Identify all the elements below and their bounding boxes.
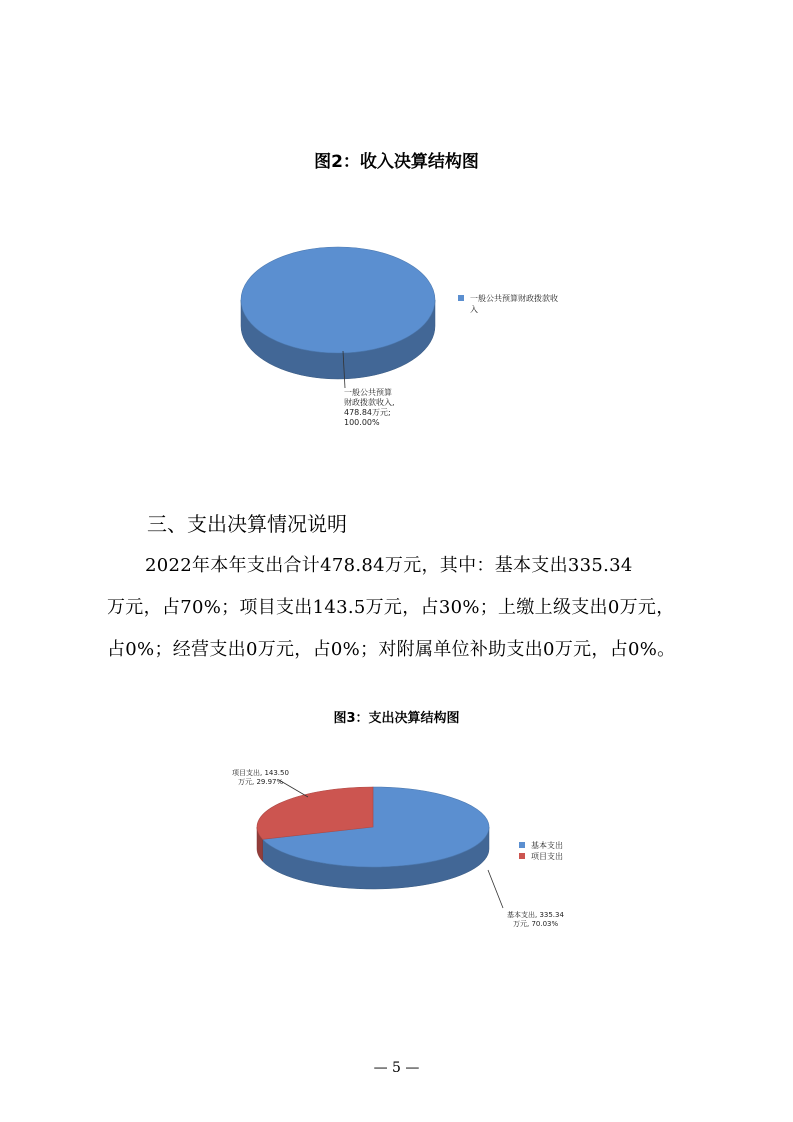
data-label-line: 万元, 70.03% <box>513 920 559 928</box>
paragraph-line: 2022年本年支出合计478.84万元，其中：基本支出335.34 <box>145 555 633 576</box>
income-pie-chart <box>235 245 445 390</box>
legend-item <box>519 851 563 862</box>
data-label-line: 项目支出, 143.50 <box>232 769 289 777</box>
data-label-line: 万元, 29.97% <box>238 778 284 786</box>
pie-slice-一般公共预算财政拨款收入 <box>241 247 435 353</box>
project-data-label <box>232 769 289 787</box>
legend-marker <box>519 853 525 859</box>
page-number: — 5 — <box>373 1060 420 1076</box>
legend-label: 项目支出 <box>531 852 563 861</box>
legend-marker <box>519 842 525 848</box>
data-label-line: 100.00% <box>344 418 380 427</box>
income-data-label <box>344 388 395 428</box>
expenditure-legend <box>519 840 563 862</box>
figure2-title: 图2：收入决算结构图 <box>314 152 479 172</box>
paragraph-line: 占0%；经营支出0万元，占0%；对附属单位补助支出0万元，占0%。 <box>107 639 676 660</box>
section-heading: 三、支出决算情况说明 <box>147 512 347 536</box>
data-label-line: 一般公共预算 <box>344 388 392 397</box>
legend-label: 基本支出 <box>531 841 563 850</box>
data-label-line: 478.84万元; <box>344 408 391 417</box>
legend-marker <box>458 295 464 301</box>
legend-line: 一般公共预算财政拨款收 <box>470 294 558 303</box>
income-legend <box>458 293 578 315</box>
expenditure-pie-chart <box>245 780 505 930</box>
data-label-line: 财政拨款收入, <box>344 398 395 407</box>
legend-text <box>470 293 558 315</box>
data-label-line: 基本支出, 335.34 <box>507 911 564 919</box>
basic-data-label <box>507 911 564 929</box>
paragraph-line: 万元，占70%；项目支出143.5万元，占30%；上缴上级支出0万元， <box>107 597 675 618</box>
leader-line <box>488 870 503 908</box>
legend-line: 入 <box>470 305 478 314</box>
legend-item <box>519 840 563 851</box>
figure3-title: 图3：支出决算结构图 <box>333 711 460 726</box>
legend-item <box>458 293 578 315</box>
